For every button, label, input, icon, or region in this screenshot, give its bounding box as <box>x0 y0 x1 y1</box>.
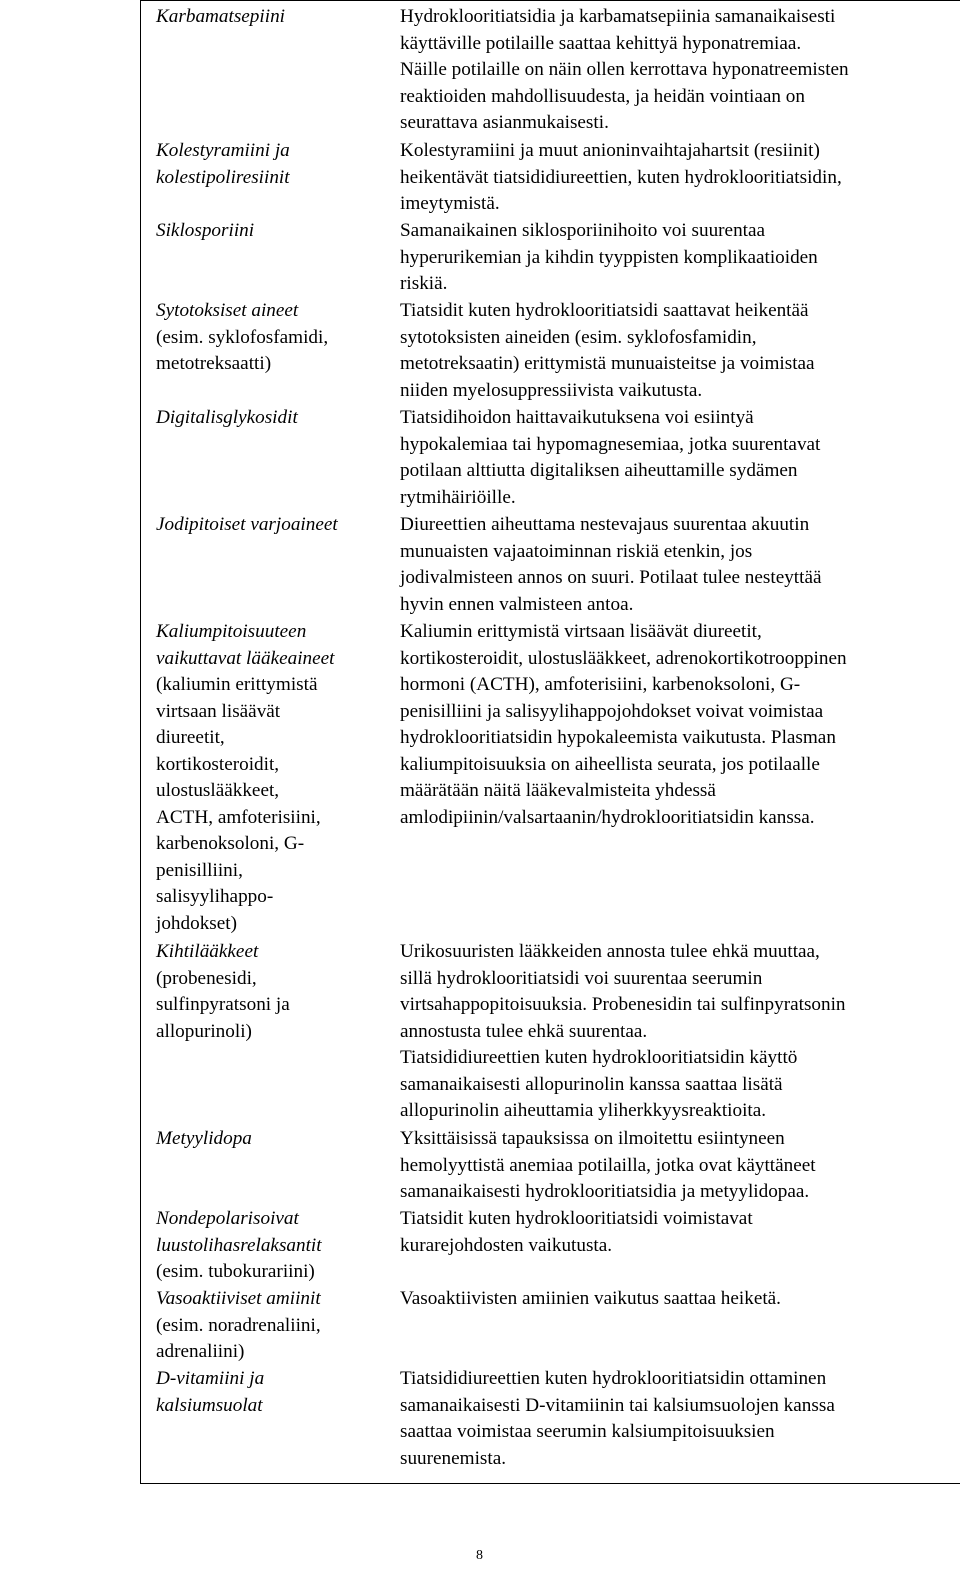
description-line: hemolyyttistä anemiaa potilailla, jotka ovat käyttäneet <box>400 1154 816 1176</box>
description-line: reaktioiden mahdollisuudesta, ja heidän vointiaan on <box>400 85 805 107</box>
interaction-description-cell <box>400 4 958 137</box>
drug-name-line: Siklosporiini <box>156 220 255 241</box>
description-line: saattaa voimistaa seerumin kalsiumpitoisuuksien <box>400 1421 775 1442</box>
drug-examples-line: kortikosteroidit, <box>156 753 280 775</box>
interaction-description-cell <box>400 1206 958 1259</box>
drug-name-cell <box>156 619 388 937</box>
interaction-description-cell <box>400 1126 958 1206</box>
description-line: Urikosuuristen lääkkeiden annosta tulee ehkä muuttaa, <box>400 941 820 962</box>
drug-name-line: Nondepolarisoivat <box>156 1208 299 1229</box>
interaction-description-cell <box>400 218 958 298</box>
description-line: penisilliini ja salisyylihappojohdokset voivat voimistaa <box>400 700 824 722</box>
drug-name-cell <box>156 939 388 1045</box>
drug-name-line: kalsiumsuolat <box>156 1394 263 1416</box>
drug-examples-line: (probenesidi, <box>156 967 257 989</box>
description-line: hyvin ennen valmisteen antoa. <box>400 593 634 615</box>
drug-name-line: Karbamatsepiini <box>156 6 285 27</box>
description-line: Yksittäisissä tapauksissa on ilmoitettu esiintyneen <box>400 1128 785 1149</box>
description-line: määrätään näitä lääkevalmisteita yhdessä <box>400 780 716 801</box>
drug-examples-line: diureetit, <box>156 727 225 748</box>
description-line: hypokalemiaa tai hypomagnesemiaa, jotka suurentavat <box>400 433 821 455</box>
description-line: munuaisten vajaatoiminnan riskiä etenkin, jos <box>400 540 753 562</box>
interaction-description-cell <box>400 939 958 1125</box>
description-line: allopurinolin aiheuttamia yliherkkyysreaktioita. <box>400 1100 767 1121</box>
drug-examples-line: (esim. tubokurariini) <box>156 1261 315 1282</box>
drug-name-line: Kaliumpitoisuuteen <box>156 621 307 642</box>
description-line: samanaikaisesti hydroklooritiatsidia ja metyylidopaa. <box>400 1181 810 1202</box>
drug-examples-line: metotreksaatti) <box>156 353 272 374</box>
drug-name-line: Kolestyramiini ja <box>156 140 290 161</box>
drug-examples-line: ACTH, amfoterisiini, <box>156 806 321 828</box>
description-line: niiden myelosuppressiivista vaikutusta. <box>400 379 703 401</box>
description-line: imeytymistä. <box>400 193 500 214</box>
drug-name-line: luustolihasrelaksantit <box>156 1234 322 1256</box>
interaction-description-cell <box>400 619 958 831</box>
description-line: Kolestyramiini ja muut anioninvaihtajahartsit (resiinit) <box>400 140 820 161</box>
drug-name-cell <box>156 1206 388 1286</box>
drug-examples-line: karbenoksoloni, G- <box>156 833 305 854</box>
drug-name-cell <box>156 512 388 539</box>
interaction-description-cell <box>400 1286 958 1313</box>
description-line: heikentävät tiatsididiureettien, kuten hydroklooritiatsidin, <box>400 166 842 188</box>
page-number: 8 <box>476 1548 483 1563</box>
description-line: samanaikaisesti D-vitamiinin tai kalsiumsuolojen kanssa <box>400 1394 835 1416</box>
drug-name-line: Vasoaktiiviset amiinit <box>156 1288 321 1309</box>
description-line: seurattava asianmukaisesti. <box>400 112 609 133</box>
description-line: Hydroklooritiatsidia ja karbamatsepiinia samanaikaisesti <box>400 6 836 27</box>
description-line: Tiatsididiureettien kuten hydroklooritiatsidin käyttö <box>400 1047 798 1068</box>
description-line: rytmihäiriöille. <box>400 486 516 508</box>
drug-examples-line: sulfinpyratsoni ja <box>156 994 290 1015</box>
table-bottom-border <box>140 1483 960 1484</box>
drug-name-cell <box>156 298 388 378</box>
description-line: kurarejohdosten vaikutusta. <box>400 1234 613 1256</box>
drug-examples-line: allopurinoli) <box>156 1020 252 1042</box>
description-line: Tiatsidihoidon haittavaikutuksena voi esiintyä <box>400 407 754 428</box>
description-line: kortikosteroidit, ulostuslääkkeet, adrenokortikotrooppinen <box>400 647 847 669</box>
description-line: hydroklooritiatsidin hypokaleemista vaikutusta. Plasman <box>400 727 836 748</box>
description-line: Kaliumin erittymistä virtsaan lisäävät diureetit, <box>400 621 762 642</box>
table-top-border <box>140 0 960 1</box>
description-line: potilaan alttiutta digitaliksen aiheuttamille sydämen <box>400 460 798 481</box>
drug-name-line: vaikuttavat lääkeaineet <box>156 647 335 669</box>
drug-examples-line: ulostuslääkkeet, <box>156 780 280 801</box>
description-line: suurenemista. <box>400 1447 507 1469</box>
drug-examples-line: salisyylihappo- <box>156 886 274 907</box>
description-line: kaliumpitoisuuksia on aiheellista seurata, jos potilaalle <box>400 753 820 775</box>
drug-name-line: D-vitamiini ja <box>156 1368 265 1389</box>
description-line: amlodipiinin/valsartaanin/hydroklooritiatsidin kanssa. <box>400 806 815 828</box>
drug-examples-line: (esim. noradrenaliini, <box>156 1314 321 1336</box>
drug-name-cell <box>156 138 388 191</box>
drug-name-line: Digitalisglykosidit <box>156 407 298 428</box>
drug-examples-line: adrenaliini) <box>156 1341 245 1362</box>
description-line: Tiatsidit kuten hydroklooritiatsidi saattavat heikentää <box>400 300 809 321</box>
description-line: Diureettien aiheuttama nestevajaus suurentaa akuutin <box>400 514 810 535</box>
drug-name-line: Metyylidopa <box>156 1128 252 1149</box>
description-line: metotreksaatin) erittymistä munuaisteitse ja voimistaa <box>400 353 815 374</box>
description-line: annostusta tulee ehkä suurentaa. <box>400 1020 648 1042</box>
description-line: riskiä. <box>400 273 448 294</box>
description-line: samanaikaisesti allopurinolin kanssa saattaa lisätä <box>400 1073 783 1095</box>
drug-examples-line: johdokset) <box>156 912 238 934</box>
table-column-divider <box>140 0 141 1483</box>
drug-name-cell <box>156 4 388 31</box>
description-line: Tiatsididiureettien kuten hydroklooritiatsidin ottaminen <box>400 1368 827 1389</box>
drug-examples-line: virtsaan lisäävät <box>156 700 281 722</box>
drug-name-line: kolestipoliresiinit <box>156 166 290 188</box>
interaction-description-cell <box>400 138 958 218</box>
drug-name-cell <box>156 405 388 432</box>
description-line: Vasoaktiivisten amiinien vaikutus saattaa heiketä. <box>400 1288 781 1309</box>
drug-name-line: Jodipitoiset varjoaineet <box>156 514 338 535</box>
interaction-description-cell <box>400 405 958 511</box>
drug-name-cell <box>156 218 388 245</box>
drug-name-cell <box>156 1286 388 1366</box>
drug-name-line: Sytotoksiset aineet <box>156 300 299 321</box>
description-line: Samanaikainen siklosporiinihoito voi suurentaa <box>400 220 766 241</box>
description-line: sillä hydroklooritiatsidi voi suurentaa seerumin <box>400 967 763 989</box>
drug-name-cell <box>156 1126 388 1153</box>
drug-examples-line: penisilliini, <box>156 859 243 881</box>
description-line: Näille potilaille on näin ollen kerrottava hyponatreemisten <box>400 59 849 80</box>
interaction-description-cell <box>400 298 958 404</box>
interaction-description-cell <box>400 512 958 618</box>
description-line: käyttäville potilaille saattaa kehittyä hyponatremiaa. <box>400 32 802 54</box>
drug-name-line: Kihtilääkkeet <box>156 941 259 962</box>
description-line: jodivalmisteen annos on suuri. Potilaat tulee nesteyttää <box>400 567 822 588</box>
drug-name-cell <box>156 1366 388 1419</box>
description-line: virtsahappopitoisuuksia. Probenesidin tai sulfinpyratsonin <box>400 994 846 1015</box>
interaction-description-cell <box>400 1366 958 1472</box>
description-line: Tiatsidit kuten hydroklooritiatsidi voimistavat <box>400 1208 753 1229</box>
description-line: hyperurikemian ja kihdin tyyppisten komplikaatioiden <box>400 246 818 268</box>
drug-examples-line: (kaliumin erittymistä <box>156 674 318 695</box>
description-line: hormoni (ACTH), amfoterisiini, karbenoksoloni, G- <box>400 674 801 695</box>
description-line: sytotoksisten aineiden (esim. syklofosfamidin, <box>400 326 757 348</box>
drug-examples-line: (esim. syklofosfamidi, <box>156 326 329 348</box>
